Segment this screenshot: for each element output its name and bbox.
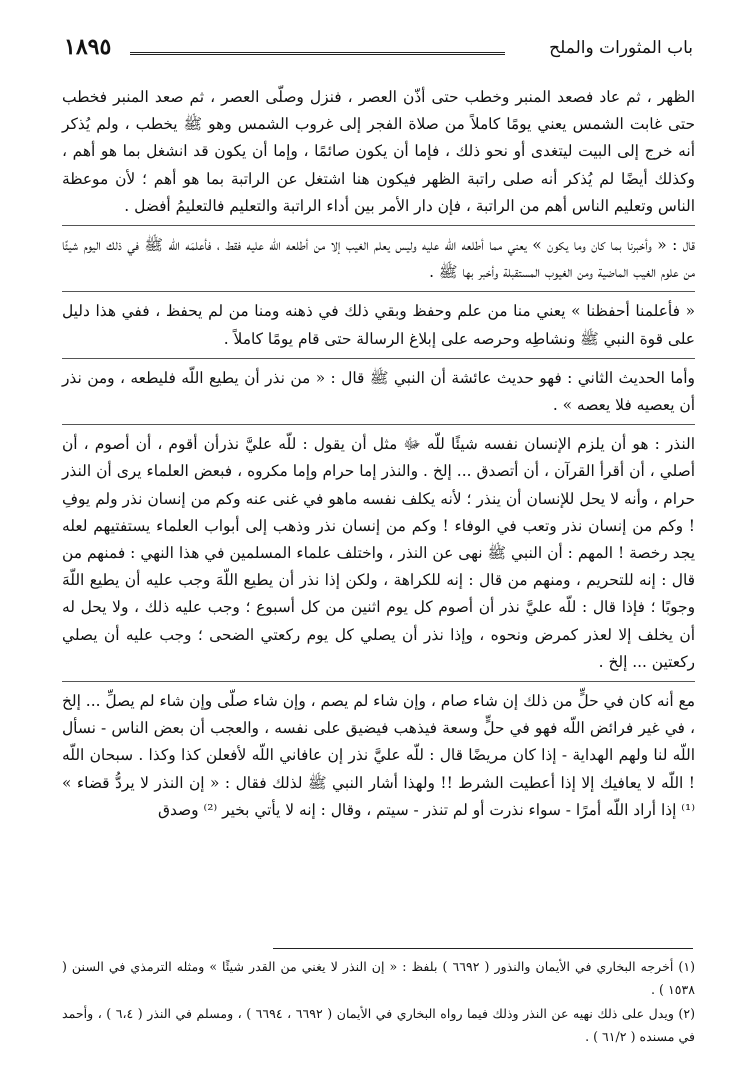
paragraph-6: مع أنه كان في حلٍّ من ذلك إن شاء صام ، وإن شاء لم يصم ، وإن شاء صلّى وإن شاء لم يصلِّ ... إلخ ، في غير فرائض اللّه فهو في حلٍّ وسعة فيذهب فيضيق على نفسه ، والعجب أن بعض الناس - نسأل اللّه لنا ولهم الهداية - إذا كان مريضًا قال : للّه عليَّ نذر إن عافاني اللّه لأفعلن كذا وكذا . سبحان اللّه ! اللّه لا يعافيك إلا إذا أعطيت الشرط !! ولهذا أشار النبي ﷺ لذلك فقال : « إن النذر لا يردُّ قضاء » ⁽¹⁾ إذا أراد اللّه أمرًا - سواء نذرت أو لم تنذر - سيتم ، وقال : إنه لا يأتي بخير ⁽²⁾ وصدق bbox=[62, 692, 695, 819]
paragraph-3: « فأعلمنا أحفظنا » يعني منا من علم وحفظ وبقي ذلك في ذهنه ومنا من لم يحفظ ، ففي هذا دليل على قوة النبي ﷺ ونشاطِه وحرصه على إبلاغ الرسالة حتى قام يومًا كاملاً . bbox=[62, 302, 695, 348]
paragraph-5: النذر : هو أن يلزم الإنسان نفسه شيئًا للّه ﷻ مثل أن يقول : للّه عليَّ نذرأن أقوم ، أن أصوم ، أن أصلي ، أن أقرأ القرآن ، أن أتصدق ... إلخ . والنذر إما حرام وإما مكروه ، فبعض العلماء يرى أن النذر حرام ، وأنه لا يحل للإنسان أن ينذر ؛ لأنه يكلف نفسه ماهو في غنى عنه وكم من إنسان نذر ولم يوفِ ! وكم من إنسان نذر وتعب في الوفاء ! وكم من إنسان نذر وذهب إلى أبواب العلماء يستفتيهم لعله يجد رخصة ! المهم : أن النبي ﷺ نهى عن النذر ، واختلف علماء المسلمين في هذا النهي : فمنهم من قال : إنه للتحريم ، ومنهم من قال : إنه للكراهة ، ولكن إذا نذر أن يطيع اللّهَ وجب عليه أن يطيع اللّهَ وجوبًا ؛ فإذا قال : للّه عليَّ نذر أن أصوم كل يوم اثنين من كل أسبوع ؛ وجب عليه ذلك ، ولا يحل له أن يخلف إلا لعذر كمرض ونحوه ، وإذا نذر أن يصلي كل يوم ركعتي الضحى ؛ وجب عليه أن يصلي ركعتين ... إلخ . bbox=[62, 435, 695, 671]
running-title: باب المثورات والملح bbox=[549, 38, 693, 58]
main-text bbox=[62, 84, 695, 824]
footnote-2: (٢) ويدل على ذلك نهيه عن النذر وذلك فيما رواه البخاري في الأيمان ( ٦٦٩٢ ، ٦٦٩٤ ) ، ومسلم في النذر ( ٦،٤ ) ، وأحمد في مسنده ( ٦١/٢ ) . bbox=[62, 1006, 696, 1044]
paragraph-4: وأما الحديث الثاني : فهو حديث عائشة أن النبي ﷺ قال : « من نذر أن يطيع اللّه فليطعه ، ومن نذر أن يعصيه فلا يعصه » . bbox=[62, 368, 695, 415]
header-rule bbox=[130, 52, 505, 55]
footnotes bbox=[62, 956, 695, 1050]
footnote-rule bbox=[273, 948, 693, 949]
paragraph-separator bbox=[62, 681, 695, 682]
paragraph-separator bbox=[62, 225, 695, 226]
page-header bbox=[64, 34, 693, 70]
paragraph-separator bbox=[62, 358, 695, 359]
paragraph-2: قال : « وأخبرنا بما كان وما يكون » يعني مما أطلعه اللّه عليه وليس يعلم الغيب إلا من أطلعه اللّه عليه فقط ، فأعلمَه اللّه ﷺ في ذلك اليوم شيئًا من علوم الغيب الماضية ومن الغيوب المستقبلة وأخبر بها ﷺ . bbox=[62, 236, 695, 282]
page-number: ١٨٩٥ bbox=[64, 34, 112, 60]
paragraph-separator bbox=[62, 291, 695, 292]
paragraph-separator bbox=[62, 424, 695, 425]
footnote-1: (١) أخرجه البخاري في الأيمان والنذور ( ٦٦٩٢ ) بلفظ : « إن النذر لا يغني من القدر شيئًا » ومثله الترمذي في السنن ( ١٥٣٨ ) . bbox=[62, 959, 695, 997]
paragraph-1: الظهر ، ثم عاد فصعد المنبر وخطب حتى أذّن العصر ، فنزل وصلّى العصر ، ثم صعد المنبر فخطب حتى غابت الشمس يعني يومًا كاملاً من صلاة الفجر إلى غروب الشمس وهو ﷺ يخطب ، ولم يُذكر أنه خرج إلى البيت ليتغدى أو نحو ذلك ، فإما أن يكون صائمًا ، وإما أن يكون قد انشغل بما هو أهم ، وكذلك أيضًا لم يُذكر أنه صلى راتبة الظهر فيكون هنا اشتغل عن الراتبة بما هو أهم ؛ لأن موعظة الناس وتعليم الناس أهم من الراتبة ، فإن دار الأمر بين أداء الراتبة والتعليم فالتعليمُ أفضل . bbox=[62, 88, 695, 215]
